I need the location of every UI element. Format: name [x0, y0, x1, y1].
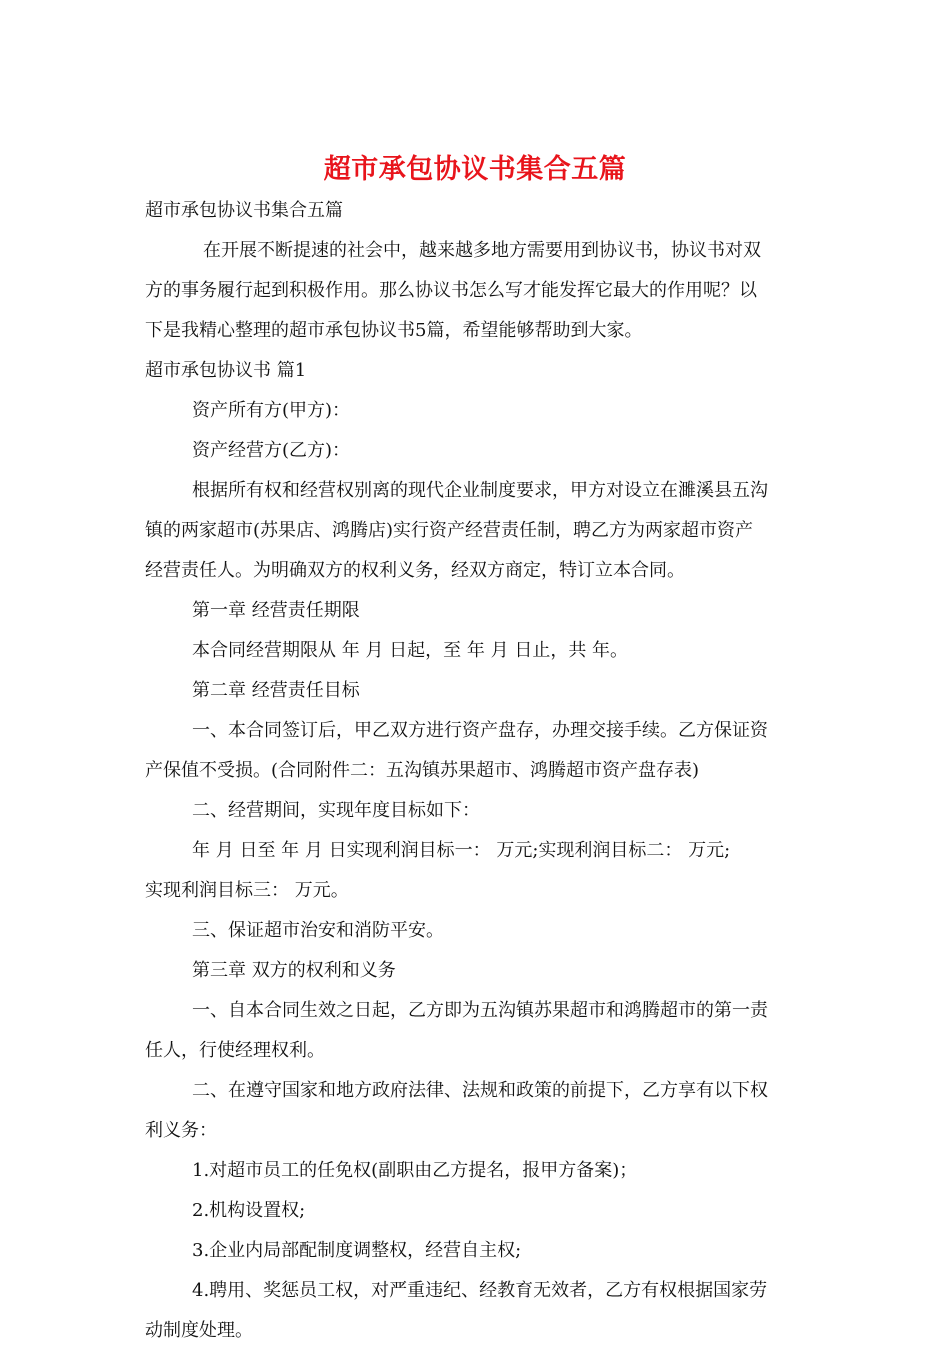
- body-paragraph-line: 一、本合同签订后，甲乙双方进行资产盘存，办理交接手续。乙方保证资: [192, 720, 768, 741]
- body-paragraph-line: 根据所有权和经营权别离的现代企业制度要求，甲方对设立在濉溪县五沟: [192, 480, 768, 501]
- intro-paragraph-line: 下是我精心整理的超市承包协议书5篇，希望能够帮助到大家。: [145, 320, 643, 341]
- intro-paragraph-line: 方的事务履行起到积极作用。那么协议书怎么写才能发挥它最大的作用呢？以: [145, 280, 757, 301]
- document-body: [145, 195, 807, 1347]
- list-item: 4.聘用、奖惩员工权，对严重违纪、经教育无效者，乙方有权根据国家劳: [192, 1280, 768, 1301]
- body-paragraph-line: 产保值不受损。(合同附件二：五沟镇苏果超市、鸿腾超市资产盘存表): [145, 760, 700, 781]
- body-paragraph-line: 利义务：: [145, 1120, 217, 1141]
- chapter-heading: 第一章 经营责任期限: [192, 600, 360, 621]
- body-paragraph-line: 二、经营期间，实现年度目标如下：: [192, 800, 480, 821]
- list-item: 3.企业内局部配制度调整权，经营自主权;: [192, 1240, 522, 1261]
- document-title: 超市承包协议书集合五篇: [323, 154, 627, 185]
- list-item: 动制度处理。: [145, 1320, 253, 1341]
- body-paragraph-line: 本合同经营期限从 年 月 日起，至 年 月 日止，共 年。: [192, 640, 629, 661]
- body-paragraph-line: 年 月 日至 年 月 日实现利润目标一： 万元;实现利润目标二： 万元;: [192, 840, 731, 861]
- subtitle-line: 超市承包协议书集合五篇: [145, 200, 343, 221]
- body-paragraph-line: 任人，行使经理权利。: [145, 1040, 325, 1061]
- body-paragraph-line: 实现利润目标三： 万元。: [145, 880, 349, 901]
- body-paragraph-line: 镇的两家超市(苏果店、鸿腾店)实行资产经营责任制，聘乙方为两家超市资产: [145, 520, 754, 541]
- intro-paragraph-line: 在开展不断提速的社会中，越来越多地方需要用到协议书，协议书对双: [203, 240, 761, 261]
- party-b-label: 资产经营方(乙方)：: [192, 440, 351, 461]
- party-a-label: 资产所有方(甲方)：: [192, 400, 351, 421]
- body-paragraph-line: 二、在遵守国家和地方政府法律、法规和政策的前提下，乙方享有以下权: [192, 1080, 768, 1101]
- body-paragraph-line: 一、自本合同生效之日起，乙方即为五沟镇苏果超市和鸿腾超市的第一责: [192, 1000, 768, 1021]
- list-item: 1.对超市员工的任免权(副职由乙方提名，报甲方备案)；: [192, 1160, 638, 1181]
- body-paragraph-line: 三、保证超市治安和消防平安。: [192, 920, 444, 941]
- list-item: 2.机构设置权;: [192, 1200, 306, 1221]
- chapter-heading: 第三章 双方的权利和义务: [192, 960, 396, 981]
- section-heading: 超市承包协议书 篇1: [145, 360, 307, 381]
- body-paragraph-line: 经营责任人。为明确双方的权利义务，经双方商定，特订立本合同。: [145, 560, 685, 581]
- chapter-heading: 第二章 经营责任目标: [192, 680, 360, 701]
